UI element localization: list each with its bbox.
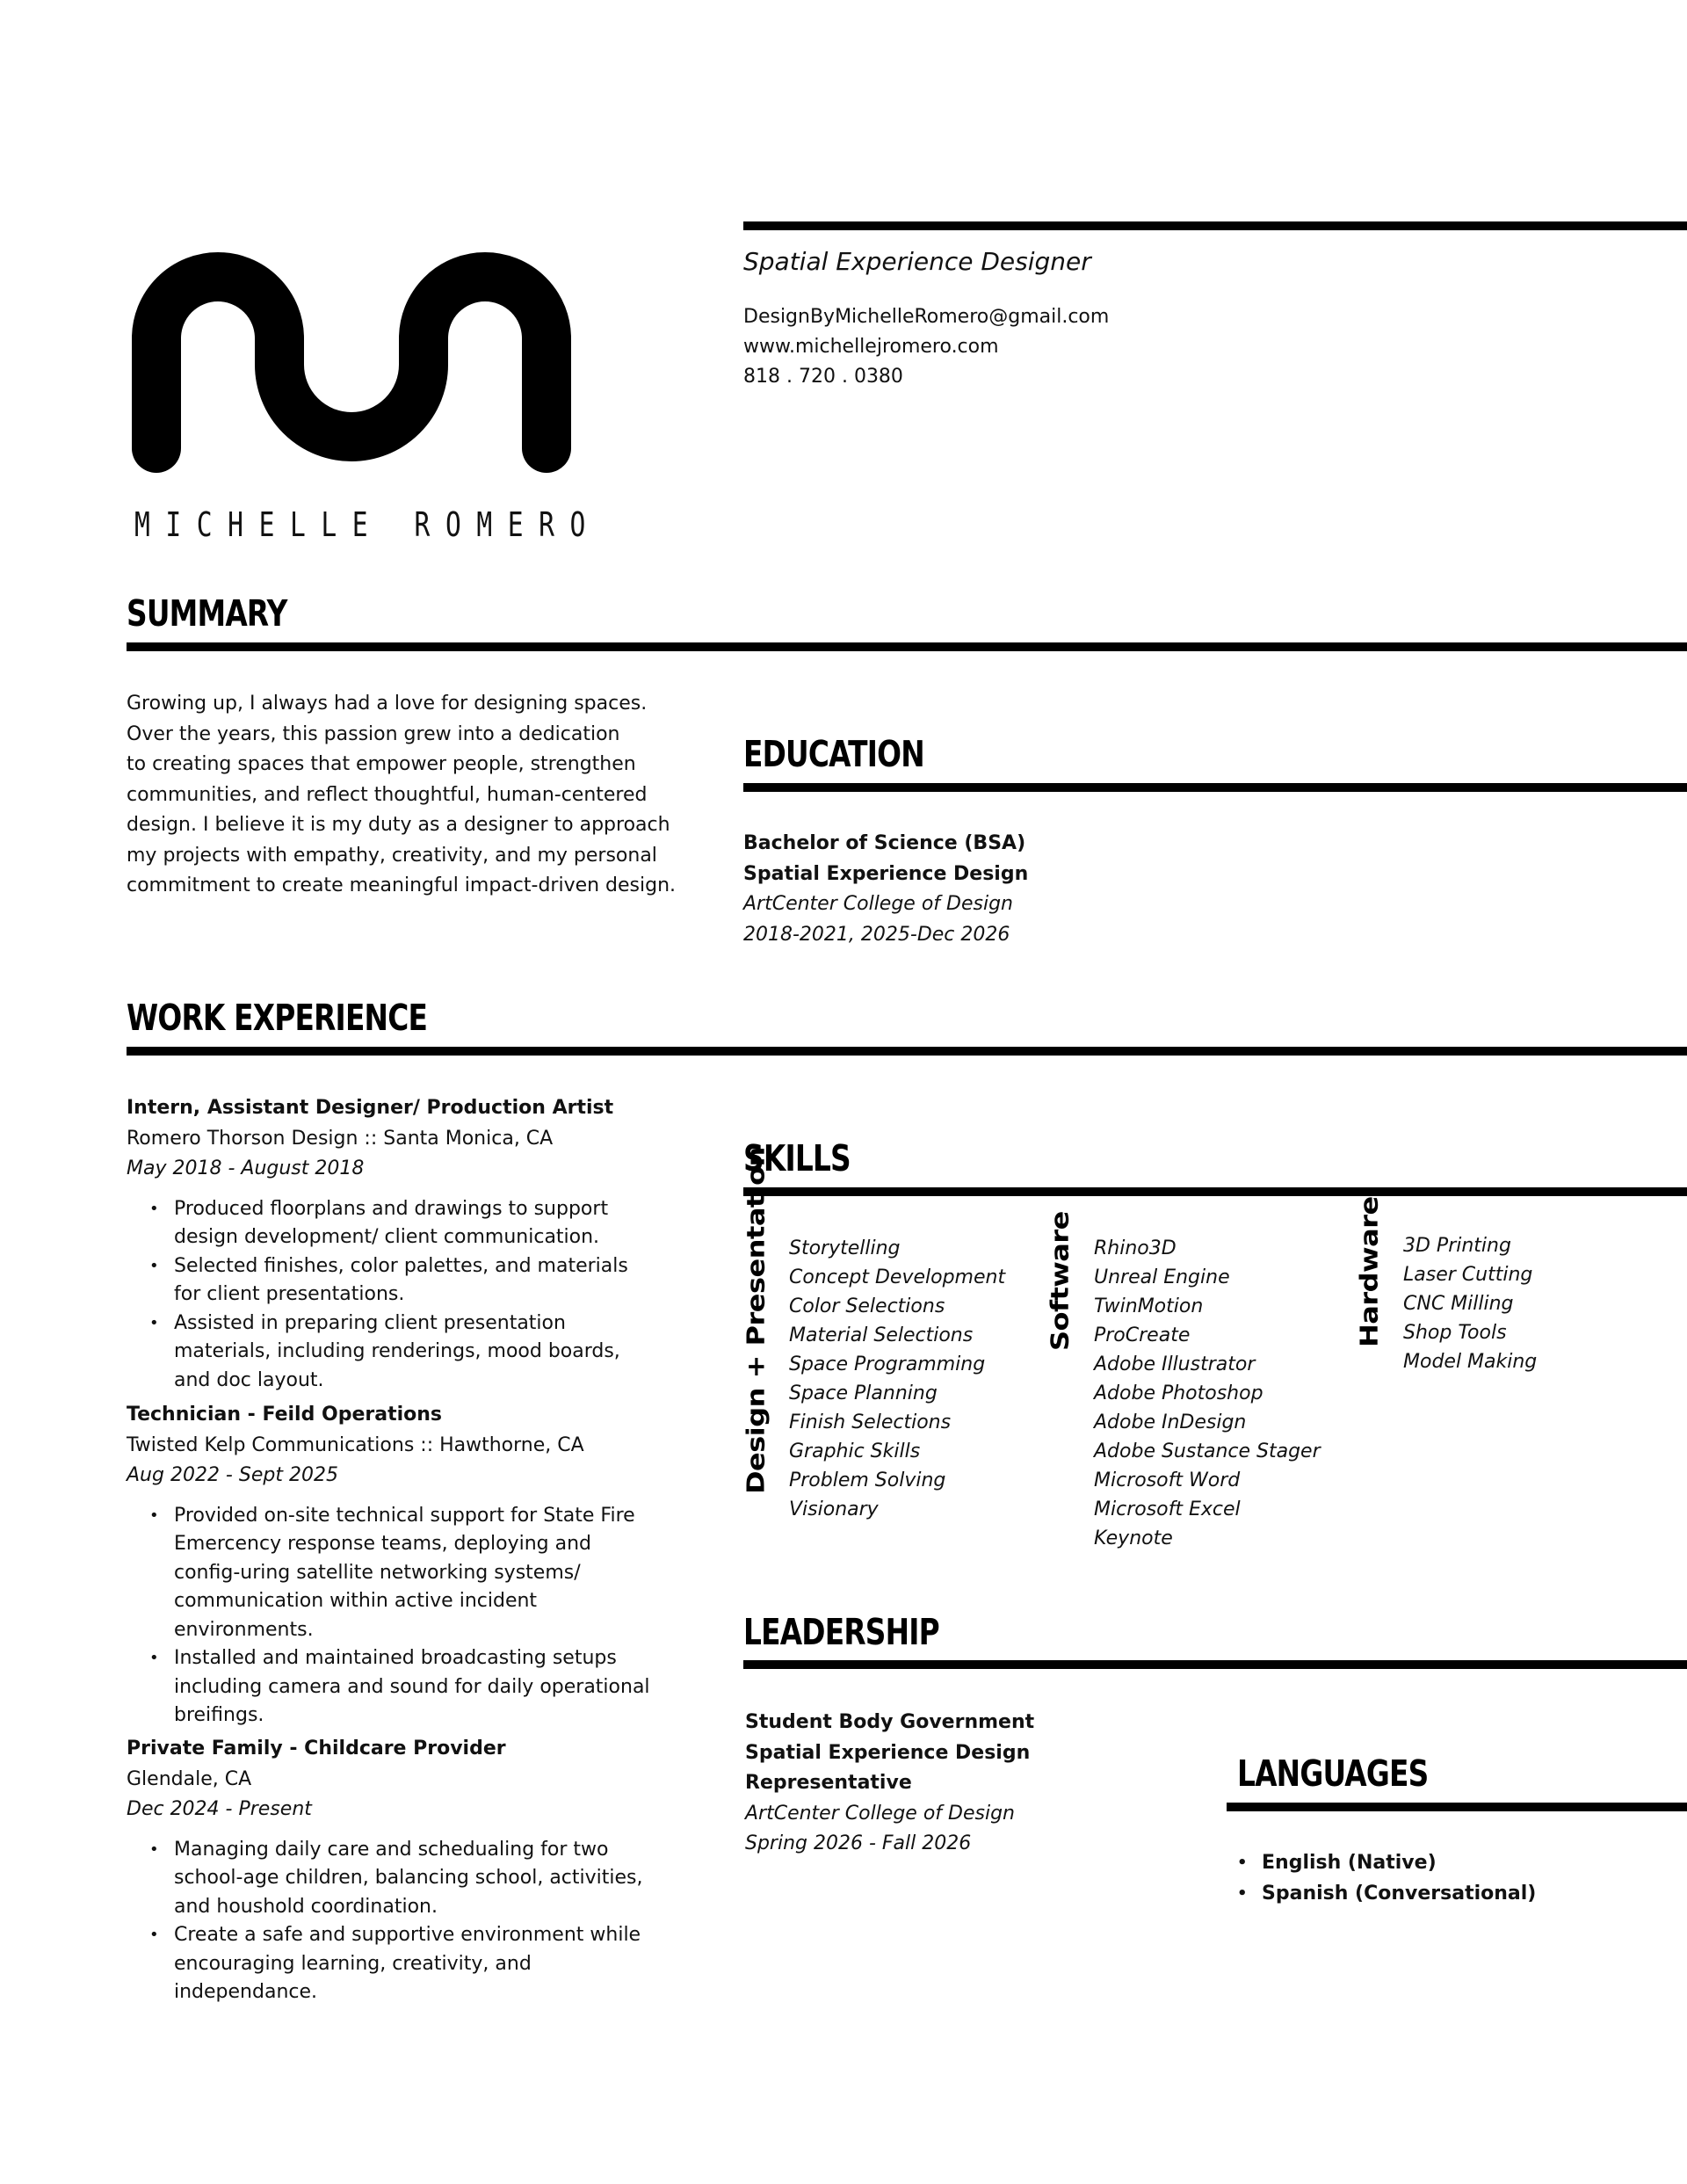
leadership-role: Spatial Experience Design [745,1741,1031,1764]
leadership-heading: LEADERSHIP [743,1611,939,1653]
job-bullets [127,1836,654,2007]
job-bullet: • Assisted in preparing client presentation materials, including renderings, mood boards, and doc layout. [127,1310,654,1396]
skill-item: Problem Solving [789,1469,946,1491]
skill-item: Unreal Engine [1094,1266,1230,1288]
job-company: Glendale, CA [127,1767,252,1790]
job-title-line: Private Family - Childcare Provider [127,1738,506,1760]
skill-item: Space Programming [789,1353,986,1375]
skill-item: Rhino3D [1094,1237,1177,1259]
skill-item: Keynote [1094,1527,1173,1549]
name-wordmark: MICHELLE ROMERO [134,505,601,544]
education-school: ArtCenter College of Design [743,893,1013,915]
logo-monogram-icon [132,224,571,475]
job-bullet: • Produced floorplans and drawings to support design development/ client communication. [127,1195,654,1252]
job-bullet: • Managing daily care and schedualing for two school-age children, balancing school, activities, and houshold coordination. [127,1836,654,1922]
skill-item: Microsoft Word [1094,1469,1241,1491]
job-title: Spatial Experience Designer [743,247,1091,276]
skill-item: ProCreate [1094,1324,1191,1346]
education-heading: EDUCATION [743,733,924,775]
job-bullet: • Create a safe and supportive environment while encouraging learning, creativity, and independance. [127,1921,654,2007]
summary-line: to creating spaces that empower people, strengthen [127,753,636,775]
job-bullet: • Selected finishes, color palettes, and materials for client presentations. [127,1252,654,1310]
skill-item: Adobe Illustrator [1094,1353,1256,1375]
skill-item: Visionary [789,1498,879,1520]
header-rule [743,221,1687,230]
skill-item: 3D Printing [1403,1235,1511,1257]
summary-line: my projects with empathy, creativity, and my personal [127,844,657,867]
skill-item: TwinMotion [1094,1295,1204,1317]
job-entry [127,1093,671,1395]
education-block [743,829,1028,950]
job-company: Twisted Kelp Communications :: Hawthorne, CA [127,1433,584,1456]
skill-item: Model Making [1403,1351,1538,1373]
skill-item: Laser Cutting [1403,1264,1533,1286]
skill-group-label-software: Software [1046,1211,1075,1351]
skill-group-label-design: Design + Presentation [742,1147,771,1494]
skill-item: Adobe Sustance Stager [1094,1440,1321,1462]
skill-item: Space Planning [789,1382,938,1404]
website-link[interactable]: www.michellejromero.com [743,336,999,358]
job-bullet: • Installed and maintained broadcasting setups including camera and sound for daily operational breifings. [127,1644,654,1731]
skill-item: Adobe Photoshop [1094,1382,1263,1404]
languages-rule [1227,1803,1687,1811]
summary-rule [127,642,1687,651]
summary-heading: SUMMARY [127,592,287,635]
leadership-role: Representative [745,1772,912,1794]
skill-item: Material Selections [789,1324,974,1346]
language-item: • Spanish (Conversational) [1214,1879,1536,1910]
summary-line: commitment to create meaningful impact-driven design. [127,874,677,896]
job-title-line: Intern, Assistant Designer/ Production Artist [127,1097,614,1119]
leadership-dates: Spring 2026 - Fall 2026 [745,1832,972,1854]
summary-line: communities, and reflect thoughtful, human-centered [127,783,648,806]
skill-item: Graphic Skills [789,1440,921,1462]
skill-item: Color Selections [789,1295,945,1317]
languages-heading: LANGUAGES [1237,1752,1429,1795]
summary-text [127,689,676,902]
summary-line: Over the years, this passion grew into a dedication [127,722,620,745]
work-rule [127,1047,1687,1056]
leadership-org: Student Body Government [745,1711,1035,1733]
education-major: Spatial Experience Design [743,862,1029,885]
summary-line: Growing up, I always had a love for designing spaces. [127,693,648,715]
skills-rule [743,1187,1687,1196]
job-bullet: • Provided on-site technical support for State Fire Emercency response teams, deploying and config-uring satellite networking systems/ communication within active incident environments. [127,1502,654,1645]
leadership-school: ArtCenter College of Design [745,1802,1015,1825]
skill-list-hardware [1403,1231,1537,1376]
job-title-line: Technician - Feild Operations [127,1404,442,1426]
leadership-rule [743,1660,1687,1669]
skill-item: Shop Tools [1403,1322,1507,1344]
skill-item: Concept Development [789,1266,1006,1288]
job-dates: May 2018 - August 2018 [127,1157,365,1179]
leadership-block [745,1708,1034,1860]
job-bullets [127,1502,654,1731]
skill-item: Microsoft Excel [1094,1498,1241,1520]
skill-item: Finish Selections [789,1411,952,1433]
skill-list-design [789,1234,1005,1524]
language-item: • English (Native) [1214,1848,1536,1879]
skill-group-label-hardware: Hardware [1355,1196,1384,1347]
skill-item: Adobe InDesign [1094,1411,1247,1433]
skill-item: Storytelling [789,1237,901,1259]
job-bullets [127,1195,654,1396]
education-rule [743,783,1687,792]
work-heading: WORK EXPERIENCE [127,997,428,1039]
phone-number: 818 . 720 . 0380 [743,366,903,388]
languages-list [1214,1848,1536,1909]
skills-heading: SKILLS [743,1137,851,1179]
job-dates: Aug 2022 - Sept 2025 [127,1464,338,1486]
skill-list-software [1094,1234,1321,1553]
education-dates: 2018-2021, 2025-Dec 2026 [743,923,1010,946]
summary-line: design. I believe it is my duty as a designer to approach [127,814,670,836]
skill-item: CNC Milling [1403,1293,1514,1315]
job-entry [127,1400,671,1731]
job-entry [127,1734,671,2007]
education-degree: Bachelor of Science (BSA) [743,832,1026,854]
job-company: Romero Thorson Design :: Santa Monica, CA [127,1127,554,1150]
job-dates: Dec 2024 - Present [127,1798,312,1820]
email-link[interactable]: DesignByMichelleRomero@gmail.com [743,306,1110,328]
